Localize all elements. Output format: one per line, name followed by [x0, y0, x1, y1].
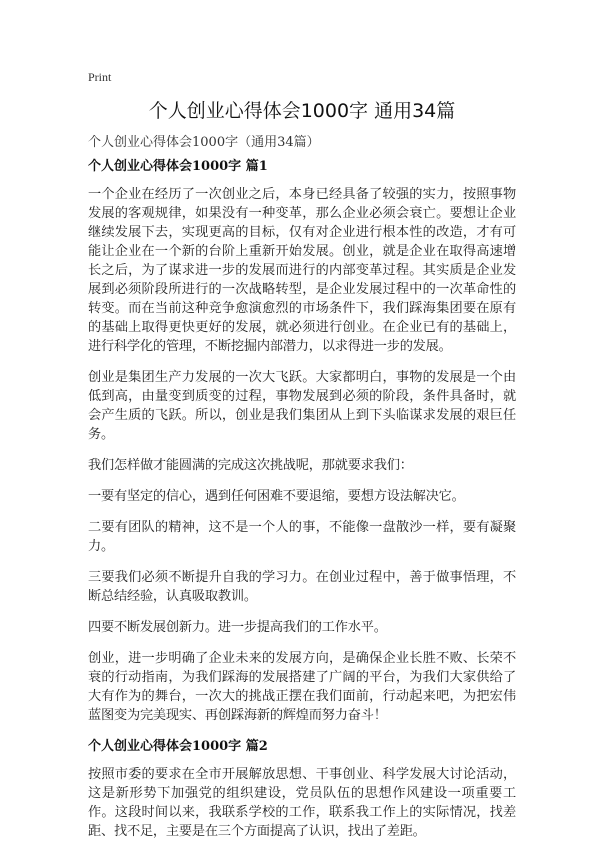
section-heading-1: 个人创业心得体会1000字 篇1 — [88, 159, 268, 174]
paragraph: 三要我们必须不断提升自我的学习力。在创业过程中，善于做事悟理，不断总结经验，认真吸取教训。 — [88, 570, 516, 604]
paragraph: 四要不断发展创新力。进一步提高我们的工作水平。 — [88, 620, 387, 635]
document-title: 个人创业心得体会1000字 通用34篇 — [148, 100, 456, 122]
document-content — [88, 157, 516, 853]
paragraph: 一个企业在经历了一次创业之后，本身已经具备了较强的实力，按照事物发展的客观规律，如果没有一种变革，那么企业必须会衰亡。要想让企业继续发展下去，实现更高的目标，仅有对企业进行根本性的改造，才有可能让企业在一个新的台阶上重新开始发展。创业，就是企业在取得高速增长之后，为了谋求进一步的发展而进行的内部变革过程。其实质是企业发展到必须阶段所进行的一次战略转型，是企业发展过程中的一次革命性的转变。而在当前这种竞争愈演愈烈的市场条件下，我们踩海集团要在原有的基础上取得更快更好的发展，就必须进行创业。在企业已有的基础上，进行科学化的管理，不断挖掘内部潜力，以求得进一步的发展。 — [88, 187, 516, 354]
section-heading-2: 个人创业心得体会1000字 篇2 — [88, 739, 268, 754]
paragraph: 我们怎样做才能圆满的完成这次挑战呢，那就要求我们： — [88, 458, 413, 473]
paragraph: 创业是集团生产力发展的一次大飞跃。大家都明白，事物的发展是一个由低到高，由量变到质变的过程，事物发展到必须的阶段，条件具备时，就会产生质的飞跃。所以，创业是我们集团从上到下头临谋求发展的艰巨任务。 — [88, 370, 516, 442]
paragraph: 一要有坚定的信心，遇到任何困难不要退缩，要想方设法解决它。 — [88, 489, 465, 504]
paragraph: 按照市委的要求在全市开展解放思想、干事创业、科学发展大讨论活动，这是新形势下加强党的组织建设，党员队伍的思想作风建设一项重要工作。这段时间以来，我联系学校的工作，联系我工作上的实际情况，找差距、找不足，主要是在三个方面提高了认识，找出了差距。 — [88, 767, 516, 839]
paragraph: 创业，进一步明确了企业未来的发展方向，是确保企业长胜不败、长荣不衰的行动指南，为我们踩海的发展搭建了广阔的平台，为我们大家供给了大有作为的舞台，一次大的挑战正摆在我们面前，行动起来吧，为把宏伟蓝图变为完美现实、再创踩海新的辉煌而努力奋斗！ — [88, 651, 516, 723]
paragraph: 二要有团队的精神，这不是一个人的事，不能像一盘散沙一样，要有凝聚力。 — [88, 520, 516, 554]
document-subtitle: 个人创业心得体会1000字（通用34篇） — [88, 135, 320, 150]
print-label[interactable]: Print — [88, 70, 112, 84]
